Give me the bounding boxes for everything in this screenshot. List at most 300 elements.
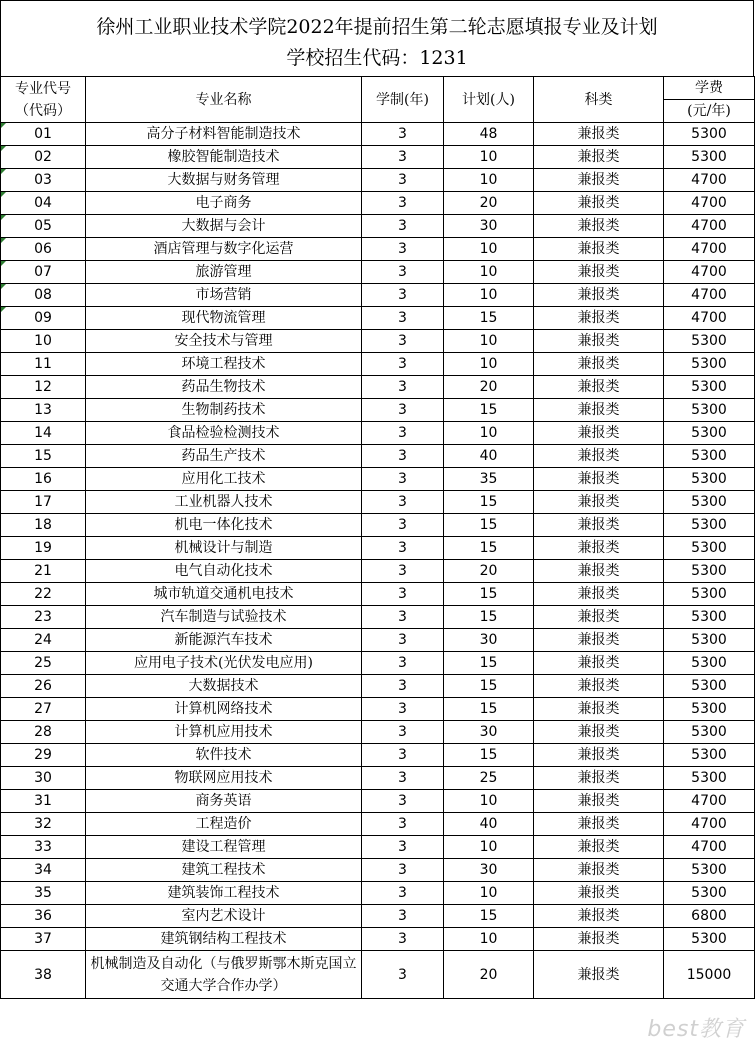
- row-fee: [664, 445, 755, 468]
- row-years: [362, 353, 444, 376]
- row-fee: [664, 169, 755, 192]
- table-row: [1, 169, 755, 192]
- row-code: [1, 606, 86, 629]
- row-major-name: [86, 215, 362, 238]
- table-row: [1, 928, 755, 951]
- table-row: [1, 629, 755, 652]
- row-fee: [664, 215, 755, 238]
- row-major-name: [86, 537, 362, 560]
- table-row: [1, 698, 755, 721]
- row-major-name: [86, 399, 362, 422]
- row-plan-text: 15: [479, 747, 498, 763]
- row-fee-text: 5300: [691, 678, 727, 694]
- row-major-name-text: 计算机应用技术: [174, 724, 273, 740]
- row-code-text: 19: [34, 540, 52, 556]
- row-code-text: 03: [34, 172, 52, 188]
- row-years: [362, 721, 444, 744]
- row-category-text: 兼报类: [577, 448, 620, 464]
- row-code-text: 34: [34, 862, 52, 878]
- row-category: [534, 445, 664, 468]
- row-fee-text: 5300: [691, 471, 727, 487]
- row-plan: [444, 629, 534, 652]
- row-code: [1, 261, 86, 284]
- row-plan: [444, 928, 534, 951]
- row-major-name-text: 药品生物技术: [181, 379, 266, 395]
- table-row: [1, 146, 755, 169]
- row-years: [362, 629, 444, 652]
- table-row: [1, 790, 755, 813]
- row-major-name-text: 新能源汽车技术: [174, 632, 273, 648]
- row-plan: [444, 859, 534, 882]
- row-years: [362, 583, 444, 606]
- row-code-text: 38: [34, 966, 52, 983]
- row-category-text: 兼报类: [577, 609, 620, 625]
- row-category: [534, 468, 664, 491]
- row-years: [362, 307, 444, 330]
- row-years: [362, 859, 444, 882]
- row-major-name: [86, 629, 362, 652]
- row-fee: [664, 767, 755, 790]
- row-plan: [444, 307, 534, 330]
- table-row: [1, 537, 755, 560]
- row-plan: [444, 583, 534, 606]
- row-major-name-text: 市场营销: [195, 287, 252, 303]
- row-years-text: 3: [398, 540, 407, 556]
- row-category-text: 兼报类: [577, 471, 620, 487]
- row-plan: [444, 652, 534, 675]
- cell-marker-icon: [1, 192, 6, 197]
- cell-marker-icon: [1, 261, 6, 266]
- row-major-name: [86, 905, 362, 928]
- row-category-text: 兼报类: [577, 379, 620, 395]
- row-major-name-text: 商务英语: [195, 793, 252, 809]
- row-major-name: [86, 169, 362, 192]
- row-code: [1, 790, 86, 813]
- row-fee: [664, 698, 755, 721]
- row-category: [534, 675, 664, 698]
- row-plan-text: 15: [479, 701, 498, 717]
- row-years: [362, 123, 444, 146]
- row-years: [362, 928, 444, 951]
- row-major-name: [86, 307, 362, 330]
- row-category: [534, 744, 664, 767]
- cell-marker-icon: [1, 238, 6, 243]
- row-years-text: 3: [398, 609, 407, 625]
- row-code-text: 04: [34, 195, 52, 211]
- row-category: [534, 353, 664, 376]
- row-category: [534, 790, 664, 813]
- row-code: [1, 468, 86, 491]
- row-code-text: 36: [34, 908, 52, 924]
- row-major-name-text: 计算机网络技术: [174, 701, 273, 717]
- table-row: [1, 882, 755, 905]
- row-plan: [444, 123, 534, 146]
- header-code-line2: （代码）: [15, 102, 71, 119]
- row-code: [1, 537, 86, 560]
- row-category: [534, 652, 664, 675]
- row-category: [534, 261, 664, 284]
- row-code-text: 17: [34, 494, 52, 510]
- row-major-name-text: 生物制药技术: [181, 402, 266, 418]
- table-row: [1, 859, 755, 882]
- row-fee-text: 5300: [691, 586, 727, 602]
- row-plan-text: 10: [479, 356, 498, 372]
- row-years: [362, 146, 444, 169]
- row-major-name-text: 酒店管理与数字化运营: [153, 241, 294, 257]
- table-row: [1, 445, 755, 468]
- table-row: [1, 721, 755, 744]
- page-title: 徐州工业职业技术学院2022年提前招生第二轮志愿填报专业及计划: [96, 16, 658, 38]
- row-code: [1, 905, 86, 928]
- header-name: 专业名称: [86, 77, 362, 123]
- row-plan-text: 15: [479, 310, 498, 326]
- row-years: [362, 192, 444, 215]
- row-major-name-text: 机电一体化技术: [174, 517, 273, 533]
- row-major-name: [86, 261, 362, 284]
- row-code: [1, 767, 86, 790]
- row-plan: [444, 146, 534, 169]
- row-major-name: [86, 813, 362, 836]
- row-years-text: 3: [398, 517, 407, 533]
- row-code: [1, 284, 86, 307]
- row-major-name: [86, 514, 362, 537]
- row-major-name: [86, 146, 362, 169]
- row-plan-text: 10: [479, 264, 498, 280]
- row-fee: [664, 583, 755, 606]
- watermark-logo: best教育: [647, 1017, 745, 1042]
- row-plan-text: 15: [479, 609, 498, 625]
- admission-plan-table: [0, 76, 755, 999]
- row-fee: [664, 123, 755, 146]
- row-years-text: 3: [398, 471, 407, 487]
- row-category-text: 兼报类: [577, 563, 620, 579]
- row-fee-text: 5300: [691, 356, 727, 372]
- table-row: [1, 215, 755, 238]
- row-plan-text: 10: [479, 931, 498, 947]
- row-category: [534, 767, 664, 790]
- table-row: [1, 813, 755, 836]
- row-plan-text: 20: [479, 563, 498, 579]
- row-years-text: 3: [398, 310, 407, 326]
- row-fee-text: 5300: [691, 517, 727, 533]
- row-years: [362, 261, 444, 284]
- row-code-text: 01: [34, 126, 52, 142]
- row-years-text: 3: [398, 655, 407, 671]
- row-years-text: 3: [398, 839, 407, 855]
- school-code-subtitle: 学校招生代码：1231: [286, 47, 468, 69]
- row-years: [362, 836, 444, 859]
- row-plan-text: 15: [479, 517, 498, 533]
- row-category: [534, 606, 664, 629]
- row-plan: [444, 468, 534, 491]
- row-plan-text: 15: [479, 494, 498, 510]
- row-code: [1, 859, 86, 882]
- row-years: [362, 744, 444, 767]
- row-major-name: [86, 698, 362, 721]
- row-plan-text: 40: [479, 816, 498, 832]
- row-years: [362, 468, 444, 491]
- cell-marker-icon: [1, 169, 6, 174]
- table-row: [1, 238, 755, 261]
- row-code: [1, 238, 86, 261]
- row-category-text: 兼报类: [577, 287, 620, 303]
- row-plan: [444, 560, 534, 583]
- row-major-name-text: 工业机器人技术: [174, 494, 273, 510]
- row-years-text: 3: [398, 816, 407, 832]
- row-plan-text: 10: [479, 172, 498, 188]
- row-category: [534, 583, 664, 606]
- header-years: 学制(年): [362, 77, 444, 123]
- table-row: [1, 675, 755, 698]
- row-category-text: 兼报类: [577, 701, 620, 717]
- row-plan: [444, 790, 534, 813]
- row-fee-text: 15000: [686, 966, 732, 983]
- row-fee-text: 5300: [691, 885, 727, 901]
- row-major-name: [86, 652, 362, 675]
- row-years: [362, 698, 444, 721]
- row-fee: [664, 836, 755, 859]
- row-years-text: 3: [398, 966, 407, 983]
- row-fee: [664, 951, 755, 999]
- row-fee: [664, 905, 755, 928]
- row-fee: [664, 606, 755, 629]
- row-code-text: 26: [34, 678, 52, 694]
- row-category-text: 兼报类: [577, 747, 620, 763]
- row-plan-text: 30: [479, 218, 498, 234]
- row-major-name-text: 建筑装饰工程技术: [167, 885, 280, 901]
- row-years: [362, 422, 444, 445]
- table-row: [1, 399, 755, 422]
- row-major-name-text: 应用化工技术: [181, 471, 266, 487]
- row-years-text: 3: [398, 402, 407, 418]
- row-major-name: [86, 583, 362, 606]
- row-years: [362, 537, 444, 560]
- table-row: [1, 951, 755, 999]
- row-major-name-text: 电气自动化技术: [174, 563, 273, 579]
- row-code-text: 12: [34, 379, 52, 395]
- row-code: [1, 583, 86, 606]
- table-row: [1, 583, 755, 606]
- row-years: [362, 445, 444, 468]
- row-code-text: 22: [34, 586, 52, 602]
- row-category-text: 兼报类: [577, 770, 620, 786]
- row-major-name: [86, 330, 362, 353]
- row-code: [1, 169, 86, 192]
- row-fee-text: 5300: [691, 425, 727, 441]
- row-code-text: 06: [34, 241, 52, 257]
- row-fee-text: 5300: [691, 448, 727, 464]
- row-plan: [444, 744, 534, 767]
- row-major-name-text: 大数据与财务管理: [167, 172, 280, 188]
- row-major-name-text: 软件技术: [195, 747, 252, 763]
- row-plan: [444, 261, 534, 284]
- row-fee-text: 6800: [691, 908, 727, 924]
- row-code-text: 23: [34, 609, 52, 625]
- row-code-text: 18: [34, 517, 52, 533]
- row-major-name: [86, 238, 362, 261]
- row-category-text: 兼报类: [577, 425, 620, 441]
- row-years-text: 3: [398, 885, 407, 901]
- header-code: [1, 77, 86, 123]
- row-code: [1, 813, 86, 836]
- row-major-name-text: 安全技术与管理: [174, 333, 273, 349]
- row-major-name-text: 机械制造及自动化（与俄罗斯鄂木斯克国立交通大学合作办学）: [90, 955, 357, 994]
- row-fee-text: 4700: [691, 287, 727, 303]
- row-major-name-text: 旅游管理: [195, 264, 252, 280]
- cell-marker-icon: [1, 284, 6, 289]
- row-plan: [444, 951, 534, 999]
- row-category: [534, 859, 664, 882]
- row-code: [1, 836, 86, 859]
- row-plan-text: 25: [479, 770, 498, 786]
- row-category-text: 兼报类: [577, 264, 620, 280]
- row-category-text: 兼报类: [577, 885, 620, 901]
- row-major-name: [86, 951, 362, 999]
- table-row: [1, 330, 755, 353]
- row-major-name: [86, 721, 362, 744]
- row-category-text: 兼报类: [577, 816, 620, 832]
- row-years: [362, 330, 444, 353]
- row-code: [1, 951, 86, 999]
- row-years-text: 3: [398, 264, 407, 280]
- row-years-text: 3: [398, 287, 407, 303]
- row-years: [362, 652, 444, 675]
- row-plan: [444, 514, 534, 537]
- row-category: [534, 284, 664, 307]
- row-years-text: 3: [398, 862, 407, 878]
- row-fee-text: 5300: [691, 402, 727, 418]
- row-plan: [444, 905, 534, 928]
- row-category: [534, 928, 664, 951]
- row-major-name: [86, 192, 362, 215]
- row-major-name-text: 大数据技术: [188, 678, 259, 694]
- row-years-text: 3: [398, 195, 407, 211]
- row-plan: [444, 767, 534, 790]
- row-code: [1, 514, 86, 537]
- row-code: [1, 560, 86, 583]
- row-category: [534, 514, 664, 537]
- row-category: [534, 192, 664, 215]
- row-category: [534, 215, 664, 238]
- header-category: 科类: [534, 77, 664, 123]
- table-row: [1, 192, 755, 215]
- table-row: [1, 468, 755, 491]
- row-plan-text: 15: [479, 402, 498, 418]
- row-fee-text: 5300: [691, 379, 727, 395]
- row-code-text: 14: [34, 425, 52, 441]
- row-plan: [444, 376, 534, 399]
- table-row: [1, 284, 755, 307]
- row-category-text: 兼报类: [577, 310, 620, 326]
- row-code-text: 10: [34, 333, 52, 349]
- row-code-text: 15: [34, 448, 52, 464]
- row-plan-text: 48: [479, 126, 498, 142]
- row-fee: [664, 261, 755, 284]
- row-years-text: 3: [398, 172, 407, 188]
- row-fee: [664, 330, 755, 353]
- row-category-text: 兼报类: [577, 678, 620, 694]
- row-plan-text: 15: [479, 678, 498, 694]
- row-fee: [664, 307, 755, 330]
- row-code: [1, 399, 86, 422]
- row-years-text: 3: [398, 126, 407, 142]
- row-category: [534, 238, 664, 261]
- row-plan: [444, 192, 534, 215]
- title-box: [0, 0, 754, 76]
- row-code-text: 33: [34, 839, 52, 855]
- row-major-name: [86, 284, 362, 307]
- row-plan-text: 10: [479, 793, 498, 809]
- row-category-text: 兼报类: [577, 724, 620, 740]
- row-major-name: [86, 445, 362, 468]
- row-plan-text: 15: [479, 540, 498, 556]
- row-fee: [664, 514, 755, 537]
- row-fee: [664, 560, 755, 583]
- row-fee: [664, 882, 755, 905]
- row-plan: [444, 721, 534, 744]
- row-years: [362, 951, 444, 999]
- row-major-name-text: 高分子材料智能制造技术: [146, 126, 301, 142]
- table-row: [1, 560, 755, 583]
- row-years-text: 3: [398, 632, 407, 648]
- row-category-text: 兼报类: [577, 793, 620, 809]
- row-years: [362, 491, 444, 514]
- row-years: [362, 767, 444, 790]
- row-fee-text: 4700: [691, 310, 727, 326]
- row-major-name-text: 大数据与会计: [181, 218, 266, 234]
- row-major-name-text: 汽车制造与试验技术: [160, 609, 287, 625]
- row-category-text: 兼报类: [577, 241, 620, 257]
- row-years-text: 3: [398, 379, 407, 395]
- row-years-text: 3: [398, 494, 407, 510]
- row-fee: [664, 721, 755, 744]
- row-category: [534, 836, 664, 859]
- row-fee: [664, 491, 755, 514]
- row-major-name-text: 药品生产技术: [181, 448, 266, 464]
- row-years-text: 3: [398, 908, 407, 924]
- row-fee-text: 5300: [691, 494, 727, 510]
- row-code: [1, 376, 86, 399]
- row-major-name: [86, 675, 362, 698]
- table-row: [1, 376, 755, 399]
- row-plan-text: 30: [479, 724, 498, 740]
- row-plan-text: 35: [479, 471, 498, 487]
- row-major-name-text: 工程造价: [195, 816, 252, 832]
- row-plan-text: 20: [479, 379, 498, 395]
- row-category-text: 兼报类: [577, 632, 620, 648]
- row-plan-text: 40: [479, 448, 498, 464]
- row-plan-text: 10: [479, 241, 498, 257]
- header-fee: 学费: [664, 77, 755, 100]
- row-category: [534, 951, 664, 999]
- row-code-text: 05: [34, 218, 52, 234]
- row-years: [362, 399, 444, 422]
- row-category: [534, 882, 664, 905]
- row-category-text: 兼报类: [577, 540, 620, 556]
- row-code-text: 29: [34, 747, 52, 763]
- header-code-line1: 专业代号: [15, 80, 71, 97]
- row-years-text: 3: [398, 678, 407, 694]
- row-category-text: 兼报类: [577, 931, 620, 947]
- row-plan: [444, 284, 534, 307]
- table-row: [1, 905, 755, 928]
- row-category-text: 兼报类: [577, 839, 620, 855]
- row-fee-text: 4700: [691, 264, 727, 280]
- row-category-text: 兼报类: [577, 149, 620, 165]
- row-years-text: 3: [398, 770, 407, 786]
- row-fee: [664, 744, 755, 767]
- row-major-name: [86, 123, 362, 146]
